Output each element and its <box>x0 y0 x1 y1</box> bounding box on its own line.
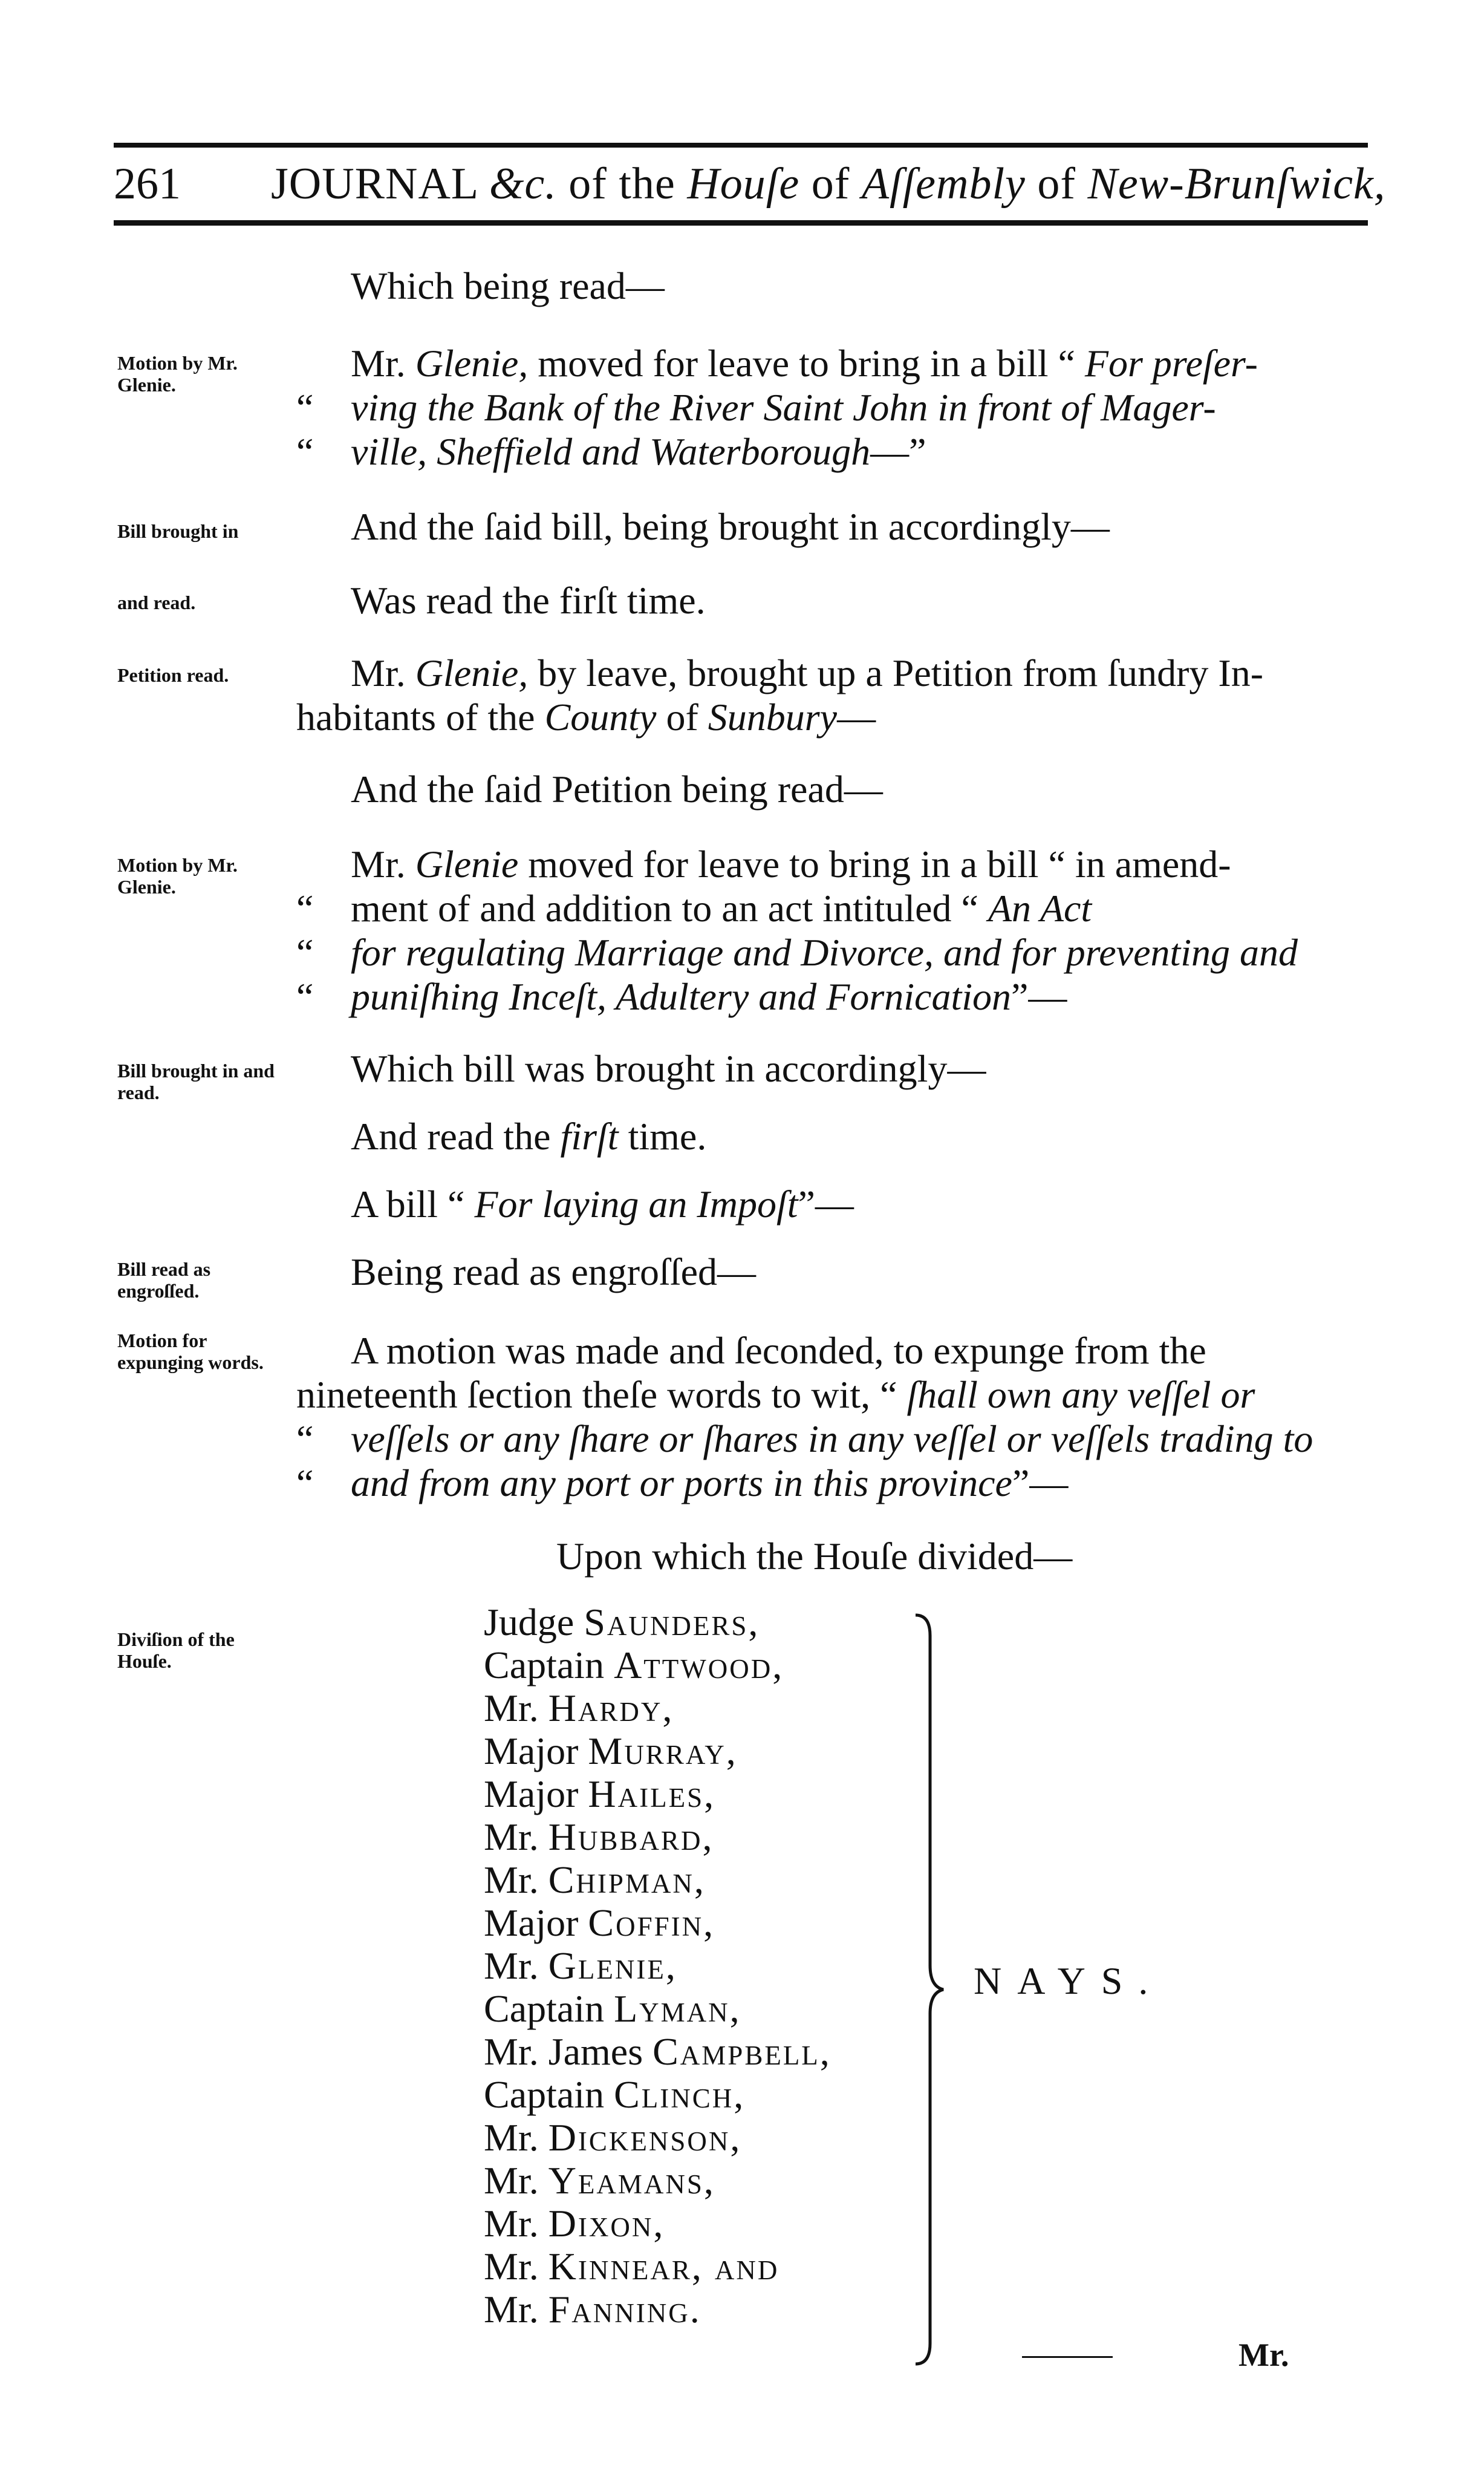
division-name: Major Murray, <box>484 1729 738 1772</box>
division-name: Mr. Kinnear, and <box>484 2245 779 2288</box>
division-name: Mr. Glenie, <box>484 1944 677 1987</box>
division-name: Captain Lyman, <box>484 1987 741 2030</box>
para-amendment-motion-line-4: “ puniſhing Inceſt, Adultery and Fornication”— <box>296 975 1067 1018</box>
para-amendment-motion-line-3: “ for regulating Marriage and Divorce, and for preventing and <box>296 931 1298 974</box>
para-bill-brought-in: And the ſaid bill, being brought in accordingly— <box>351 505 1110 548</box>
para-which-being-read: Which being read— <box>351 264 665 307</box>
para-expunge-line-4: “ and from any port or ports in this province”— <box>296 1461 1069 1504</box>
para-petition-line-1: Mr. Glenie, by leave, brought up a Petition from ſundry In- <box>351 651 1264 694</box>
division-name: Major Hailes, <box>484 1772 716 1815</box>
margin-note-motion-expunging: Motion for expunging words. <box>117 1330 264 1373</box>
page-number: 261 <box>114 159 181 209</box>
division-name: Mr. Chipman, <box>484 1858 706 1901</box>
division-name: Mr. Fanning. <box>484 2288 701 2331</box>
margin-note-division: Diviſion of the Houſe. <box>117 1628 235 1672</box>
division-name: Captain Attwood, <box>484 1644 784 1686</box>
para-glenie-motion-line-1: Mr. Glenie, moved for leave to bring in a bill “ For preſer- <box>351 342 1258 385</box>
division-name: Major Coffin, <box>484 1901 715 1944</box>
para-house-divided: Upon which the Houſe divided— <box>556 1535 1073 1578</box>
margin-note-and-read: and read. <box>117 592 196 613</box>
division-name: Mr. Dickenson, <box>484 2116 742 2159</box>
para-glenie-motion-line-2: “ ving the Bank of the River Saint John in front of Mager- <box>296 386 1216 429</box>
para-bill-brought-in-accordingly: Which bill was brought in accordingly— <box>351 1047 986 1090</box>
para-glenie-motion-line-3: “ ville, Sheffield and Waterborough—” <box>296 430 926 473</box>
margin-note-bill-read-engrossed: Bill read as engroſſed. <box>117 1258 211 1302</box>
division-name: Mr. Yeamans, <box>484 2159 715 2202</box>
para-amendment-motion-line-1: Mr. Glenie moved for leave to bring in a bill “ in amend- <box>351 843 1231 886</box>
division-name: Mr. Dixon, <box>484 2202 665 2245</box>
para-petition-line-2: habitants of the County of Sunbury— <box>296 696 876 739</box>
margin-note-bill-brought-in-1: Bill brought in <box>117 520 239 542</box>
para-read-first-time: Was read the firſt time. <box>351 579 706 622</box>
margin-note-motion-glenie-2: Motion by Mr. Glenie. <box>117 854 238 898</box>
nays-label: NAYS. <box>974 1959 1164 2002</box>
catchword: Mr. <box>1238 2337 1289 2373</box>
running-title: JOURNAL &c. of the Houſe of Aſſembly of New-Brunſwick, <box>271 159 1386 209</box>
para-bill-impost: A bill “ For laying an Impoſt”— <box>351 1183 854 1226</box>
closing-dash <box>1022 2356 1113 2358</box>
header-rule-top <box>114 143 1368 148</box>
margin-note-petition-read: Petition read. <box>117 664 229 686</box>
para-petition-being-read: And the ſaid Petition being read— <box>351 768 883 811</box>
margin-note-motion-glenie-1: Motion by Mr. Glenie. <box>117 352 238 396</box>
division-name: Captain Clinch, <box>484 2073 746 2116</box>
division-brace <box>912 1611 948 2368</box>
division-name: Mr. Hubbard, <box>484 1815 714 1858</box>
division-name: Mr. James Campbell, <box>484 2030 831 2073</box>
division-name: Judge Saunders, <box>484 1601 760 1644</box>
para-expunge-line-2: nineteenth ſection theſe words to wit, “ ſhall own any veſſel or <box>296 1373 1255 1416</box>
para-expunge-line-1: A motion was made and ſeconded, to expunge from the <box>351 1329 1206 1372</box>
para-read-first-time-2: And read the firſt time. <box>351 1115 707 1158</box>
division-name: Mr. Hardy, <box>484 1686 674 1729</box>
margin-note-bill-brought-in-2: Bill brought in and read. <box>117 1060 275 1103</box>
para-read-as-engrossed: Being read as engroſſed— <box>351 1250 756 1293</box>
division-names-list <box>484 1601 831 2331</box>
para-amendment-motion-line-2: “ ment of and addition to an act intituled “ An Act <box>296 887 1092 930</box>
running-header <box>114 158 1386 209</box>
header-rule-bottom <box>114 220 1368 226</box>
para-expunge-line-3: “ veſſels or any ſhare or ſhares in any veſſel or veſſels trading to <box>296 1417 1313 1460</box>
